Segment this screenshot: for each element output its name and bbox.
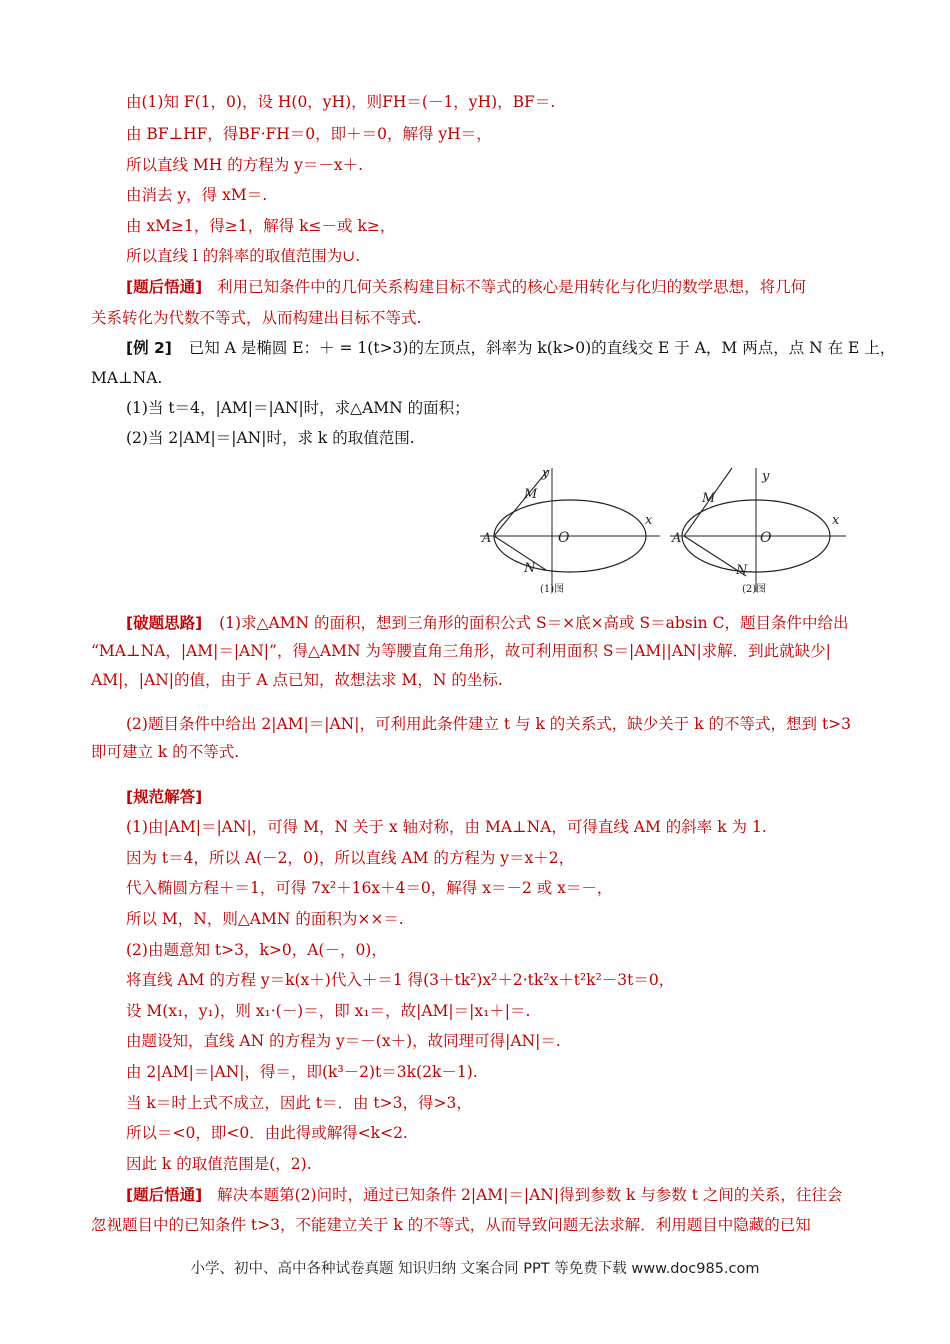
solution1-line-2: 由 BF⊥HF，得BF·FH＝0，即＋＝0，解得 yH＝， — [126, 125, 492, 143]
solution2-line-8: 由题设知，直线 AN 的方程为 y＝－(x＋)，故同理可得|AN|＝. — [126, 1032, 561, 1050]
solution2-line-1: (1)由|AM|＝|AN|，可得 M，N 关于 x 轴对称，由 MA⊥NA，可得直线 AM 的斜率 k 为 1. — [126, 818, 767, 836]
figure-1-label-o: O — [558, 530, 570, 546]
page-footer: 小学、初中、高中各种试卷真题 知识归纳 文案合同 PPT 等免费下载 www.doc985.com — [190, 1261, 760, 1277]
example2-text-2: MA⊥NA. — [91, 369, 163, 387]
figure-1-label-x: x — [645, 513, 653, 528]
insight2-text-1: 解决本题第(2)问时，通过已知条件 2|AM|＝|AN|得到参数 k 与参数 t 之间的关系，往往会 — [217, 1186, 843, 1204]
figure-1-label-n: N — [524, 561, 536, 576]
solution2-tag: [规范解答] — [126, 788, 203, 806]
solution1-line-5: 由 xM≥1，得≥1，解得 k≤－或 k≥， — [126, 217, 396, 235]
solution2-line-9: 由 2|AM|＝|AN|，得＝，即(k³－2)t＝3k(2k－1). — [126, 1063, 478, 1081]
insight2-text-2: 忽视题目中的已知条件 t>3，不能建立关于 k 的不等式，从而导致问题无法求解．利用题目中隐藏的已知 — [91, 1216, 811, 1234]
analysis-text-4: (2)题目条件中给出 2|AM|＝|AN|，可利用此条件建立 t 与 k 的关系式，缺少关于 k 的不等式，想到 t>3 — [126, 715, 852, 733]
solution1-line-3: 所以直线 MH 的方程为 y＝－x＋. — [126, 156, 364, 174]
figure-1-label-m: M — [524, 487, 538, 502]
figure-1-line-an — [494, 536, 546, 570]
figure-1-label-a: A — [482, 531, 492, 546]
insight1-tag: [题后悟通] — [126, 278, 203, 296]
example2-question-1: (1)当 t＝4，|AM|＝|AN|时，求△AMN 的面积； — [126, 399, 470, 417]
figure-2-label-a: A — [672, 531, 682, 546]
figure-1-svg — [470, 462, 670, 600]
solution2-line-7: 设 M(x₁，y₁)，则 x₁·(－)＝，即 x₁＝，故|AM|＝|x₁＋|＝. — [126, 1002, 531, 1020]
solution2-line-2: 因为 t＝4，所以 A(－2，0)，所以直线 AM 的方程为 y＝x＋2， — [126, 849, 575, 867]
figure-2-label-y: y — [762, 469, 770, 484]
solution2-line-6: 将直线 AM 的方程 y＝k(x＋)代入＋＝1 得(3＋tk²)x²＋2·tk²x＋t²k²－3t＝0， — [126, 971, 675, 989]
solution2-line-11: 所以＝<0，即<0．由此得或解得<k<2. — [126, 1124, 408, 1142]
solution2-line-12: 因此 k 的取值范围是(，2). — [126, 1155, 312, 1173]
figure-2-label-n: N — [736, 563, 748, 578]
insight1-line-1 — [126, 277, 806, 297]
solution2-line-3: 代入椭圆方程＋＝1，可得 7x²＋16x＋4＝0，解得 x＝－2 或 x＝－， — [126, 879, 613, 897]
insight1-text-1: 利用已知条件中的几何关系构建目标不等式的核心是用转化与化归的数学思想，将几何 — [217, 278, 807, 296]
example2-tag: [例 2] — [126, 339, 172, 357]
figure-2-label-o: O — [760, 530, 772, 546]
insight1-text-2: 关系转化为代数不等式，从而构建出目标不等式. — [91, 309, 422, 327]
insight2-tag: [题后悟通] — [126, 1186, 203, 1204]
figure-2-label-x: x — [832, 513, 840, 528]
figure-1 — [470, 462, 670, 600]
figure-1-caption: (1)图 — [540, 584, 565, 595]
solution2-line-4: 所以 M，N，则△AMN 的面积为××＝. — [126, 910, 404, 928]
analysis-text-1: (1)求△AMN 的面积，想到三角形的面积公式 S＝×底×高或 S＝absin C，题目条件中给出 — [219, 614, 849, 632]
solution1-line-4: 由消去 y，得 xM＝. — [126, 186, 268, 204]
example2-line-1 — [126, 338, 895, 358]
solution2-line-10: 当 k＝时上式不成立，因此 t＝．由 t>3，得>3， — [126, 1094, 472, 1112]
solution1-line-1: 由(1)知 F(1，0)，设 H(0，yH)，则FH＝(－1，yH)，BF＝. — [126, 93, 556, 111]
figure-2-caption: (2)图 — [742, 584, 767, 595]
example2-text-1: 已知 A 是椭圆 E：＋ = 1(t>3)的左顶点，斜率为 k(k>0)的直线交 E 于 A，M 两点，点 N 在 E 上， — [188, 339, 896, 357]
solution1-line-6: 所以直线 l 的斜率的取值范围为∪. — [126, 247, 361, 265]
analysis-tag: [破题思路] — [126, 614, 203, 632]
insight2-line-1 — [126, 1185, 842, 1205]
figure-2 — [660, 462, 860, 600]
figure-2-svg — [660, 462, 860, 600]
analysis-text-5: 即可建立 k 的不等式. — [91, 743, 240, 761]
figure-2-label-m: M — [702, 491, 716, 506]
analysis-text-2: “MA⊥NA，|AM|＝|AN|”，得△AMN 为等腰直角三角形，故可利用面积 S＝|AM||AN|求解．到此就缺少| — [91, 642, 831, 660]
analysis-line-1 — [126, 613, 848, 633]
example2-question-2: (2)当 2|AM|＝|AN|时，求 k 的取值范围. — [126, 429, 415, 447]
figure-1-label-y: y — [542, 466, 550, 481]
solution2-line-5: (2)由题意知 t>3，k>0，A(－，0)， — [126, 941, 387, 959]
analysis-text-3: AM|，|AN|的值，由于 A 点已知，故想法求 M，N 的坐标. — [91, 671, 503, 689]
